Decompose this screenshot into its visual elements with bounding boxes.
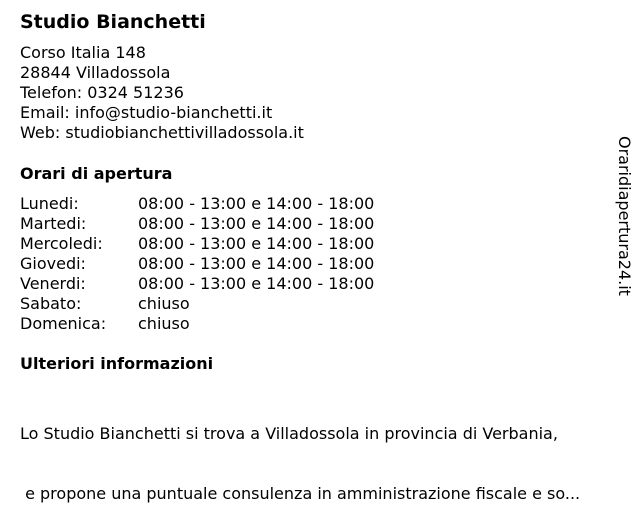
day-hours: 08:00 - 13:00 e 14:00 - 18:00 xyxy=(138,234,375,253)
day-label: Martedi: xyxy=(20,214,87,233)
more-info-description xyxy=(20,384,632,524)
day-label: Venerdi: xyxy=(20,274,86,293)
description-line: Lo Studio Bianchetti si trova a Villadossola in provincia di Verbania, xyxy=(20,424,558,443)
day-label: Lunedi: xyxy=(20,194,79,213)
email-address: Email: info@studio-bianchetti.it xyxy=(20,103,273,122)
description-line: e propone una puntuale consulenza in amministrazione fiscale e so... xyxy=(20,484,581,503)
watermark-text: Oraridiapertura24.it xyxy=(615,136,634,296)
day-hours: chiuso xyxy=(138,294,190,313)
day-hours: 08:00 - 13:00 e 14:00 - 18:00 xyxy=(138,214,375,233)
day-hours: 08:00 - 13:00 e 14:00 - 18:00 xyxy=(138,194,375,213)
address-city: 28844 Villadossola xyxy=(20,63,171,82)
opening-hours-heading: Orari di apertura xyxy=(20,164,173,183)
address-street: Corso Italia 148 xyxy=(20,43,146,62)
day-label: Sabato: xyxy=(20,294,82,313)
website: Web: studiobianchettivilladossola.it xyxy=(20,123,304,142)
contact-details xyxy=(20,43,304,143)
more-info-heading: Ulteriori informazioni xyxy=(20,354,214,373)
day-label: Domenica: xyxy=(20,314,107,333)
day-hours: 08:00 - 13:00 e 14:00 - 18:00 xyxy=(138,254,375,273)
day-hours: chiuso xyxy=(138,314,190,333)
day-hours: 08:00 - 13:00 e 14:00 - 18:00 xyxy=(138,274,375,293)
phone-number: Telefon: 0324 51236 xyxy=(20,83,184,102)
business-name: Studio Bianchetti xyxy=(20,11,206,33)
day-label: Mercoledi: xyxy=(20,234,103,253)
day-label: Giovedi: xyxy=(20,254,86,273)
